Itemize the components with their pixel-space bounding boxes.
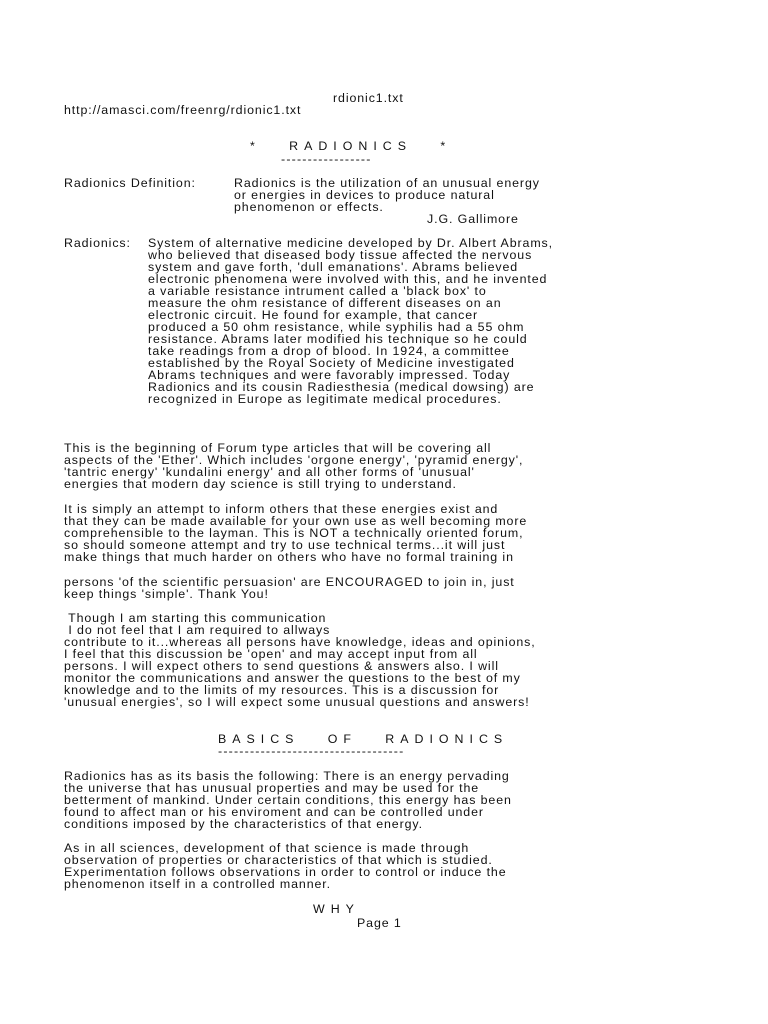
section-underline-basics: ----------------------------------- xyxy=(218,744,405,758)
text-line: This is the beginning of Forum type articles that will be covering all xyxy=(64,441,492,455)
radionics-line: electronic phenomena were involved with this, and he invented xyxy=(148,272,548,286)
radionics-line: system and gave forth, 'dull emanations'. Abrams believed xyxy=(148,260,519,274)
text-line: I do not feel that I am required to allways xyxy=(64,623,331,637)
text-line: observation of properties or characteristics of that which is studied. xyxy=(64,853,493,867)
text-line: that they can be made available for your own use as well becoming more xyxy=(64,514,528,528)
text-line: 'unusual energies', so I will expect some unusual questions and answers! xyxy=(64,695,530,709)
page-number: Page 1 xyxy=(357,916,402,930)
radionics-line: Abrams techniques and were favorably impressed. Today xyxy=(148,368,511,382)
section-heading-basics: BASICS OF RADIONICS xyxy=(218,732,509,746)
radionics-line: who believed that diseased body tissue affected the nervous xyxy=(148,248,533,262)
text-line: phenomenon itself in a controlled manner. xyxy=(64,877,331,891)
text-line: found to affect man or his enviroment and can be controlled under xyxy=(64,805,484,819)
text-line: It is simply an attempt to inform others that these energies exist and xyxy=(64,502,499,516)
text-line: aspects of the 'Ether'. Which includes 'orgone energy', 'pyramid energy', xyxy=(64,453,524,467)
text-line: monitor the communications and answer the questions to the best of my xyxy=(64,671,521,685)
radionics-line: a variable resistance intrument called a 'black box' to xyxy=(148,284,487,298)
text-line: keep things 'simple'. Thank You! xyxy=(64,587,269,601)
radionics-line: resistance. Abrams later modified his technique so he could xyxy=(148,332,528,346)
definition-label: Radionics Definition: xyxy=(64,176,196,190)
text-line: Radionics has as its basis the following: There is an energy pervading xyxy=(64,769,510,783)
text-line: contribute to it...whereas all persons have knowledge, ideas and opinions, xyxy=(64,635,536,649)
text-line: knowledge and to the limits of my resources. This is a discussion for xyxy=(64,683,500,697)
radionics-line: produced a 50 ohm resistance, while syphilis had a 55 ohm xyxy=(148,320,525,334)
text-line: As in all sciences, development of that science is made through xyxy=(64,841,470,855)
radionics-line: System of alternative medicine developed by Dr. Albert Abrams, xyxy=(148,236,553,250)
text-line: energies that modern day science is still trying to understand. xyxy=(64,477,457,491)
radionics-label: Radionics: xyxy=(64,236,131,250)
radionics-line: electronic circuit. He found for example, that cancer xyxy=(148,308,479,322)
title-underline: ----------------- xyxy=(281,152,372,166)
section-heading-why: WHY xyxy=(313,902,360,916)
text-line: so should someone attempt and try to use technical terms...it will just xyxy=(64,538,506,552)
text-line: the universe that has unusual properties and may be used for the xyxy=(64,781,480,795)
radionics-line: Radionics and its cousin Radiesthesia (medical dowsing) are xyxy=(148,380,535,394)
text-line: comprehensible to the layman. This is NOT a technically oriented forum, xyxy=(64,526,524,540)
text-line: make things that much harder on others who have no formal training in xyxy=(64,550,514,564)
definition-line: or energies in devices to produce natural xyxy=(234,188,495,202)
text-line: persons. I will expect others to send questions & answers also. I will xyxy=(64,659,499,673)
definition-attribution: J.G. Gallimore xyxy=(427,212,519,226)
radionics-line: measure the ohm resistance of different diseases on an xyxy=(148,296,502,310)
radionics-line: recognized in Europe as legitimate medical procedures. xyxy=(148,392,502,406)
definition-line: phenomenon or effects. xyxy=(234,200,384,214)
radionics-line: established by the Royal Society of Medicine investigated xyxy=(148,356,515,370)
text-line: 'tantric energy' 'kundalini energy' and all other forms of 'unusual' xyxy=(64,465,475,479)
text-line: I feel that this discussion be 'open' and may accept input from all xyxy=(64,647,478,661)
text-line: Though I am starting this communication xyxy=(64,611,327,625)
text-line: persons 'of the scientific persuasion' are ENCOURAGED to join in, just xyxy=(64,575,515,589)
header-filename: rdionic1.txt xyxy=(333,91,404,105)
header-url: http://amasci.com/freenrg/rdionic1.txt xyxy=(64,103,302,117)
text-line: conditions imposed by the characteristics of that energy. xyxy=(64,817,423,831)
text-line: Experimentation follows observations in order to control or induce the xyxy=(64,865,507,879)
definition-line: Radionics is the utilization of an unusual energy xyxy=(234,176,540,190)
radionics-line: take readings from a drop of blood. In 1924, a committee xyxy=(148,344,510,358)
text-line: betterment of mankind. Under certain conditions, this energy has been xyxy=(64,793,512,807)
page-title: * RADIONICS * xyxy=(250,139,452,153)
